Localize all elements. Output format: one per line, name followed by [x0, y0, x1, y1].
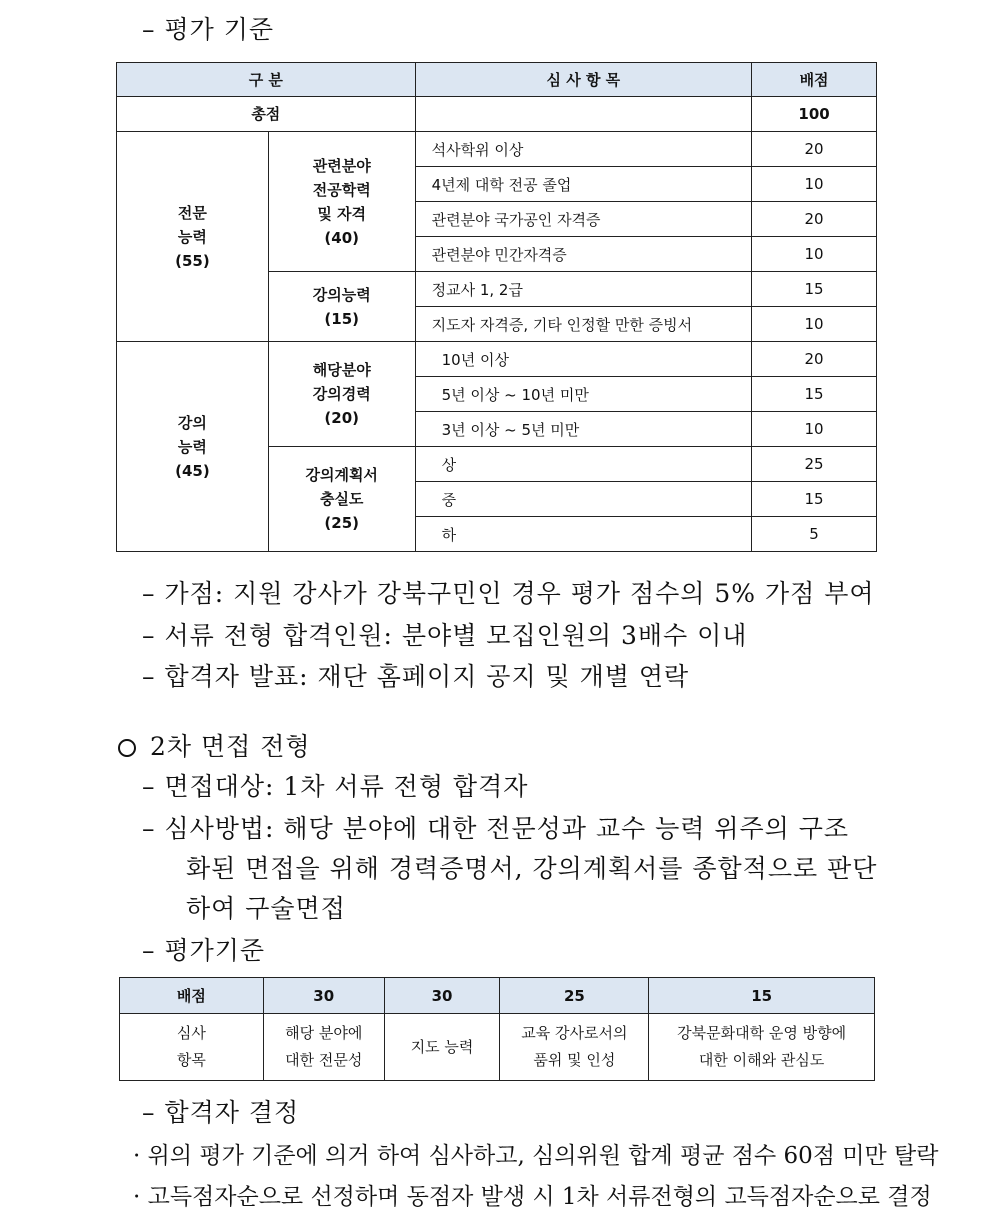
interview-method: – 심사방법: 해당 분야에 대한 전문성과 교수 능력 위주의 구조: [142, 814, 850, 843]
circle-bullet-icon: [118, 739, 136, 757]
row-score: 15: [752, 482, 877, 517]
header-value: 25: [500, 978, 649, 1014]
note-bonus: – 가점: 지원 강사가 강북구민인 경우 평가 점수의 5% 가점 부여: [142, 579, 875, 608]
interview-method-cont2: 하여 구술면접: [186, 894, 346, 923]
note-announcement: – 합격자 발표: 재단 홈페이지 공지 및 개별 연락: [142, 662, 690, 691]
sub-lesson-plan-label: 강의계획서 충실도 (25): [268, 447, 415, 552]
header-score: 배점: [752, 63, 877, 97]
row-score: 15: [752, 272, 877, 307]
cell-guidance: 지도 능력: [384, 1014, 500, 1081]
header-value: 15: [649, 978, 875, 1014]
eval-criteria-heading: – 평가 기준: [142, 15, 274, 44]
decision-line-2: · 고득점자순으로 선정하며 동점자 발생 시 1차 서류전형의 고득점자순으로 결정: [133, 1184, 932, 1210]
row-score: 10: [752, 307, 877, 342]
decision-heading: – 합격자 결정: [142, 1098, 300, 1127]
sub-education-label: 관련분야 전공학력 및 자격 (40): [268, 132, 415, 272]
interview-target: – 면접대상: 1차 서류 전형 합격자: [142, 772, 529, 801]
row-item: 5년 이상 ~ 10년 미만: [415, 377, 752, 412]
row-item: 중: [415, 482, 752, 517]
group-expertise-label: 전문 능력 (55): [117, 132, 269, 342]
sub-teaching-label: 강의능력 (15): [268, 272, 415, 342]
group-teaching-label: 강의 능력 (45): [117, 342, 269, 552]
header-item: 심 사 항 목: [415, 63, 752, 97]
row-score: 10: [752, 237, 877, 272]
header-category: 구 분: [117, 63, 416, 97]
row-item: 석사학위 이상: [415, 132, 752, 167]
row-item: 상: [415, 447, 752, 482]
total-label: 총점: [117, 97, 416, 132]
cell-expertise: 해당 분야에 대한 전문성: [263, 1014, 384, 1081]
row-score: 10: [752, 412, 877, 447]
header-value: 30: [263, 978, 384, 1014]
row-score: 20: [752, 202, 877, 237]
header-score: 배점: [120, 978, 264, 1014]
row-item: 지도자 자격증, 기타 인정할 만한 증빙서: [415, 307, 752, 342]
cell-label: 심사 항목: [120, 1014, 264, 1081]
row-item: 관련분야 국가공인 자격증: [415, 202, 752, 237]
cell-understanding: 강북문화대학 운영 방향에 대한 이해와 관심도: [649, 1014, 875, 1081]
row-item: 4년제 대학 전공 졸업: [415, 167, 752, 202]
row-score: 5: [752, 517, 877, 552]
interview-criteria-table: [119, 977, 875, 1081]
total-score: 100: [752, 97, 877, 132]
row-item: 정교사 1, 2급: [415, 272, 752, 307]
section2-heading: 2차 면접 전형: [118, 727, 311, 763]
total-empty: [415, 97, 752, 132]
decision-line-1: · 위의 평가 기준에 의거 하여 심사하고, 심의위원 합계 평균 점수 60점 미만 탈락: [133, 1143, 939, 1169]
row-item: 10년 이상: [415, 342, 752, 377]
row-score: 15: [752, 377, 877, 412]
row-item: 3년 이상 ~ 5년 미만: [415, 412, 752, 447]
cell-character: 교육 강사로서의 품위 및 인성: [500, 1014, 649, 1081]
sub-experience-label: 해당분야 강의경력 (20): [268, 342, 415, 447]
row-score: 25: [752, 447, 877, 482]
row-score: 20: [752, 132, 877, 167]
note-pass-count: – 서류 전형 합격인원: 분야별 모집인원의 3배수 이내: [142, 621, 748, 650]
document-screening-table: [116, 62, 877, 552]
row-score: 10: [752, 167, 877, 202]
interview-criteria-heading: – 평가기준: [142, 936, 266, 965]
row-item: 관련분야 민간자격증: [415, 237, 752, 272]
interview-method-cont: 화된 면접을 위해 경력증명서, 강의계획서를 종합적으로 판단: [186, 854, 878, 883]
header-value: 30: [384, 978, 500, 1014]
row-score: 20: [752, 342, 877, 377]
row-item: 하: [415, 517, 752, 552]
